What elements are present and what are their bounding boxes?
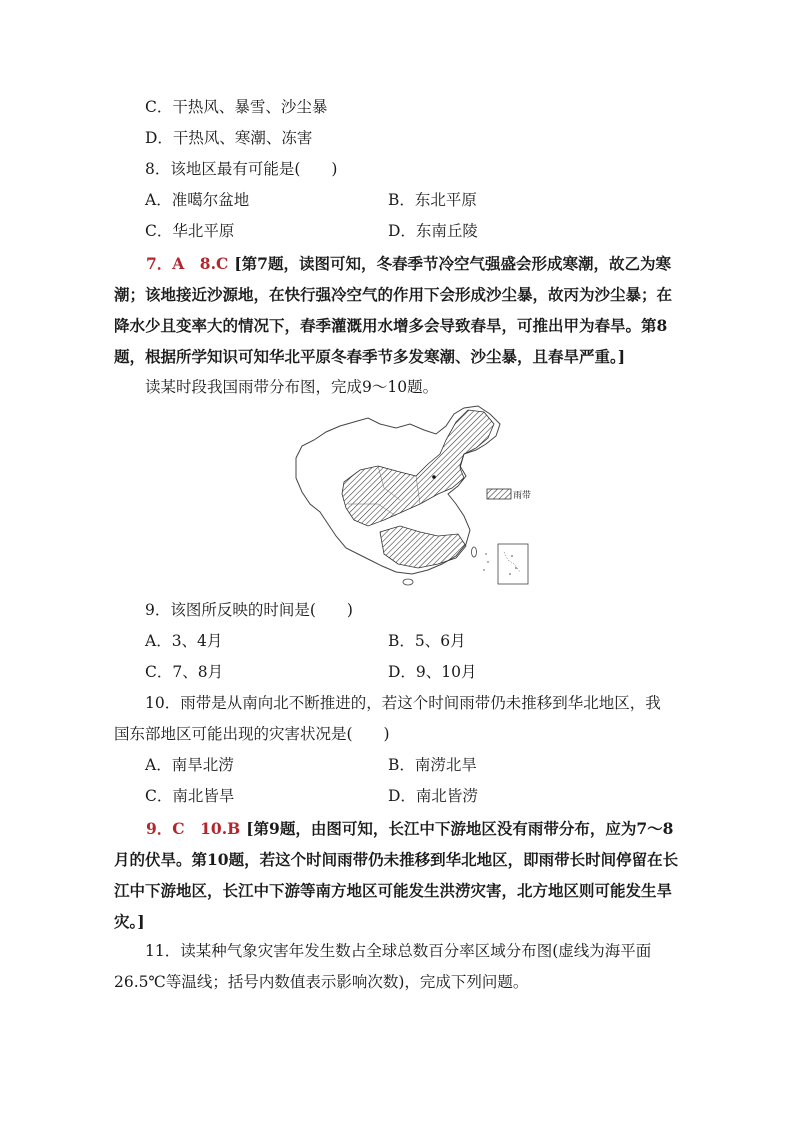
q9-option-a: A．3、4月 (145, 632, 223, 650)
q10-option-a: A．南旱北涝 (145, 756, 234, 774)
q8-option-a: A．准噶尔盆地 (145, 191, 250, 209)
legend-label: 雨带 (513, 491, 532, 501)
q7-option-d: D．干热风、寒潮、冻害 (145, 129, 313, 147)
capital-marker (432, 475, 436, 479)
answer-9-10-block (114, 813, 682, 937)
south-sea-inset (498, 544, 528, 584)
rain-belt-map (288, 404, 540, 588)
q8-option-b: B．东北平原 (388, 191, 477, 209)
q9-stem: 9．该图所反映的时间是( ) (145, 601, 353, 619)
q9-option-b: B．5、6月 (388, 632, 466, 650)
q9-option-c: C．7、8月 (145, 663, 224, 681)
answer-7-8-key: 7．A 8.C (146, 254, 229, 273)
q11-stem-line2: 26.5℃等温线；括号内数值表示影响次数)，完成下列问题。 (114, 973, 529, 991)
answer-7-8-block (114, 248, 682, 372)
q8-option-d: D．东南丘陵 (388, 222, 478, 240)
hainan-island (403, 579, 413, 585)
q10-option-b: B．南涝北旱 (388, 756, 477, 774)
taiwan-island (472, 547, 477, 557)
q8-option-c: C．华北平原 (145, 222, 235, 240)
q10-option-c: C．南北皆旱 (145, 787, 235, 805)
q10-stem-line1: 10．雨带是从南向北不断推进的，若这个时间雨带仍未推移到华北地区，我 (145, 694, 661, 712)
legend-swatch (487, 489, 511, 499)
q11-stem-line1: 11．读某种气象灾害年发生数占全球总数百分率区域分布图(虚线为海平面 (145, 942, 652, 960)
q10-option-d: D．南北皆涝 (388, 787, 478, 805)
q8-stem: 8．该地区最有可能是( ) (145, 160, 338, 178)
answer-9-10-explanation: [第9题，由图可知，长江中下游地区没有雨带分布，应为7～8月的伏旱。第10题，若这个时间雨带仍未推移到华北地区，即雨带长时间停留在长江中下游地区，长江中下游等南方地区可能发生洪涝灾害，北方地区则可能发生旱灾。] (114, 819, 679, 931)
q7-option-c: C．干热风、暴雪、沙尘暴 (145, 98, 328, 116)
q10-stem-line2: 国东部地区可能出现的灾害状况是( ) (114, 725, 390, 743)
answer-7-8-explanation: [第7题，读图可知，冬春季节冷空气强盛会形成寒潮，故乙为寒潮；该地接近沙源地，在快行强冷空气的作用下会形成沙尘暴，故丙为沙尘暴；在降水少且变率大的情况下，春季灌溉用水增多会导致春旱，可推出甲为春旱。第8题，根据所学知识可知华北平原冬春季节多发寒潮、沙尘暴，且春旱严重。] (114, 254, 673, 366)
intro-9-10: 读某时段我国雨带分布图，完成9～10题。 (145, 378, 439, 396)
answer-9-10-key: 9．C 10.B (146, 819, 241, 838)
q9-option-d: D．9、10月 (388, 663, 477, 681)
